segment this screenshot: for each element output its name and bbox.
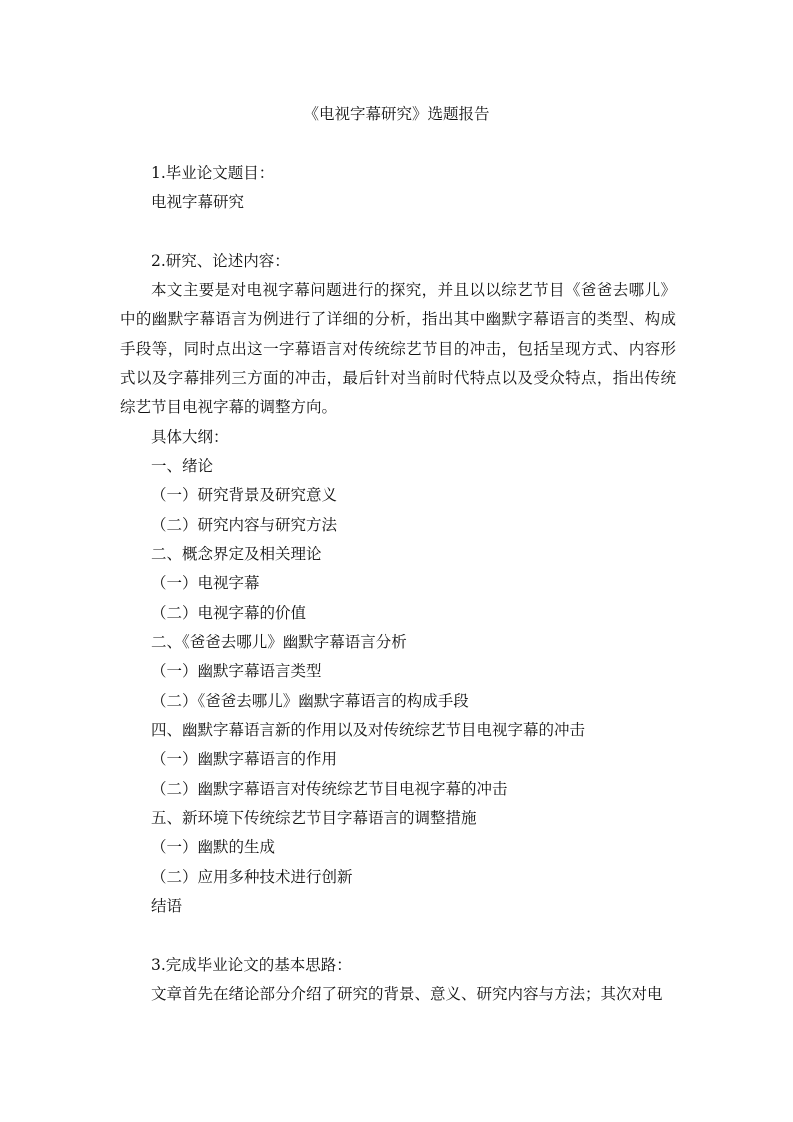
outline-item: （一）幽默字幕语言的作用 bbox=[151, 750, 338, 768]
document-title: 《电视字幕研究》选题报告 bbox=[303, 105, 490, 123]
outline-item: 二、《爸爸去哪儿》幽默字幕语言分析 bbox=[151, 633, 407, 651]
outline-item: （二）幽默字幕语言对传统综艺节目电视字幕的冲击 bbox=[151, 780, 508, 798]
outline-item: （二）电视字幕的价值 bbox=[151, 604, 307, 622]
outline-item: （一）幽默字幕语言类型 bbox=[151, 662, 322, 680]
section1-content: 电视字幕研究 bbox=[151, 193, 245, 211]
section3-heading: 3.完成毕业论文的基本思路： bbox=[151, 956, 352, 974]
section2-paragraph: 本文主要是对电视字幕问题进行的探究，并且以以综艺节目《爸爸去哪儿》中的幽默字幕语言为例进行了详细的分析，指出其中幽默字幕语言的类型、构成手段等，同时点出这一字幕语言对传统综艺节目的冲击，包括呈现方式、内容形式以及字幕排列三方面的冲击，最后针对当前时代特点以及受众特点，指出传统综艺节目电视字幕的调整方向。 bbox=[120, 281, 676, 417]
section2-heading: 2.研究、论述内容： bbox=[151, 252, 290, 270]
outline-item: （二）研究内容与研究方法 bbox=[151, 516, 338, 534]
outline-item: 五、新环境下传统综艺节目字幕语言的调整措施 bbox=[151, 809, 477, 827]
outline-item: （二）应用多种技术进行创新 bbox=[151, 868, 353, 886]
outline-item: 结语 bbox=[151, 897, 183, 915]
outline-item: （一）电视字幕 bbox=[151, 574, 260, 592]
section3-content: 文章首先在绪论部分介绍了研究的背景、意义、研究内容与方法；其次对电 bbox=[151, 985, 663, 1003]
outline-label: 具体大纲： bbox=[151, 428, 229, 446]
outline-item: （二）《爸爸去哪儿》幽默字幕语言的构成手段 bbox=[151, 692, 469, 710]
outline-item: 四、幽默字幕语言新的作用以及对传统综艺节目电视字幕的冲击 bbox=[151, 721, 586, 739]
outline-item: （一）研究背景及研究意义 bbox=[151, 486, 338, 504]
outline-item: 一、绪论 bbox=[151, 457, 214, 475]
outline-item: 二、概念界定及相关理论 bbox=[151, 545, 322, 563]
outline-item: （一）幽默的生成 bbox=[151, 838, 276, 856]
section1-heading: 1.毕业论文题目： bbox=[151, 164, 275, 182]
